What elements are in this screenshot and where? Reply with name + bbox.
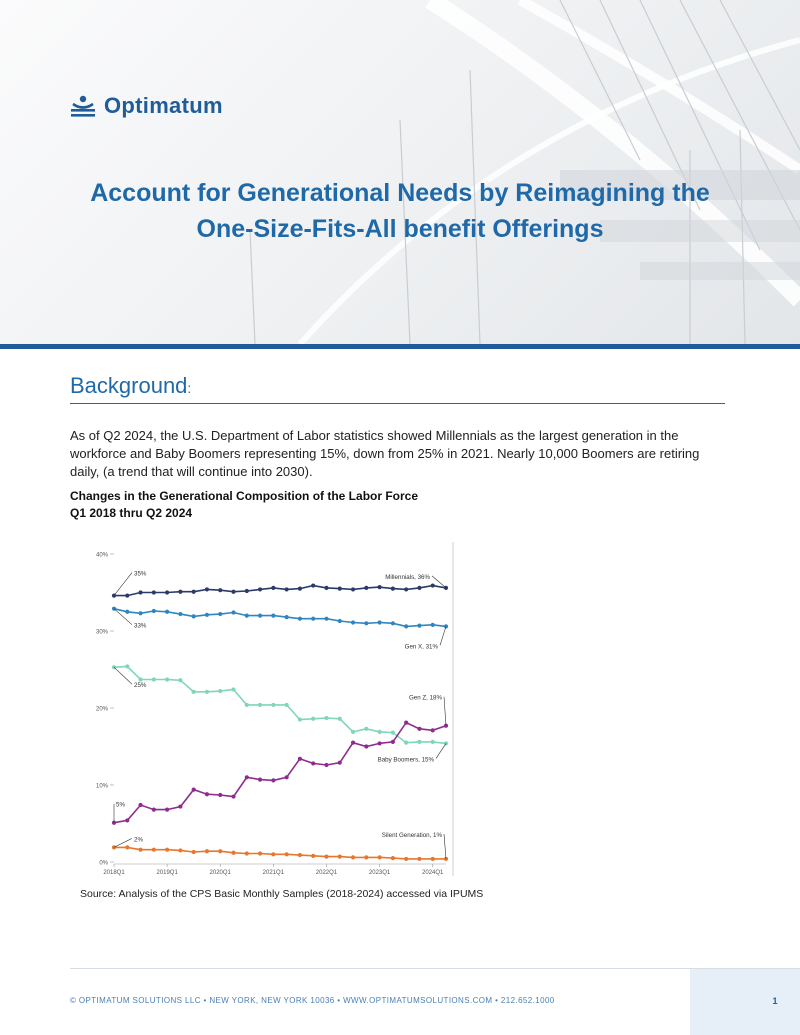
silent-end-leader-line [444, 834, 446, 859]
gen-x-data-point [245, 614, 249, 618]
silent-generation-data-point [338, 855, 342, 859]
x-tick-label: 2019Q1 [156, 870, 178, 876]
silent-generation-data-point [258, 851, 262, 855]
gen-x-data-point [231, 610, 235, 614]
gen-x-data-point [391, 621, 395, 625]
paragraph-line-1: As of Q2 2024, the U.S. Department of Labor statistics showed Millennials as the largest generation in the [70, 428, 679, 443]
x-tick-label: 2024Q1 [422, 870, 444, 876]
hero-divider [0, 344, 800, 349]
gen-z-data-point [431, 728, 435, 732]
millennials-end-label: Millennials, 36% [385, 573, 430, 581]
baby-boomers-data-point [152, 677, 156, 681]
page-number-box [690, 969, 800, 1035]
silent-generation-series-line [114, 847, 446, 859]
source-note: Source: Analysis of the CPS Basic Monthly Samples (2018-2024) accessed via IPUMS [80, 888, 484, 900]
millennials-data-point [431, 583, 435, 587]
millennials-start-leader-line [114, 573, 132, 596]
baby-boomers-data-point [205, 690, 209, 694]
gen-x-data-point [258, 614, 262, 618]
gen-z-data-point [324, 763, 328, 767]
silent-generation-data-point [417, 857, 421, 861]
y-tick-label: 10% [95, 783, 108, 790]
gen-x-data-point [152, 609, 156, 613]
footer-contact: © OPTIMATUM SOLUTIONS LLC • NEW YORK, NEW YORK 10036 • WWW.OPTIMATUMSOLUTIONS.COM • 212.652.1000 [70, 996, 555, 1005]
silent-generation-data-point [431, 857, 435, 861]
x-tick-label: 2022Q1 [315, 870, 338, 876]
line-chart-svg [74, 540, 454, 878]
silent-generation-data-point [271, 852, 275, 856]
brand-name: Optimatum [104, 93, 223, 118]
silent-generation-data-point [364, 855, 368, 859]
millennials-data-point [298, 587, 302, 591]
x-tick-label: 2020Q1 [209, 870, 231, 876]
y-tick-label: 30% [95, 629, 108, 636]
millennials-data-point [205, 587, 209, 591]
optimatum-logo-icon [70, 95, 96, 117]
gen-z-data-point [258, 778, 262, 782]
baby-boomers-data-point [165, 677, 169, 681]
baby-boomers-series-line [114, 666, 446, 743]
millennials-data-point [152, 590, 156, 594]
baby-boomers-data-point [125, 664, 129, 668]
gen-z-data-point [351, 741, 355, 745]
gen-x-data-point [378, 620, 382, 624]
gen-x-data-point [178, 612, 182, 616]
silent-generation-data-point [138, 848, 142, 852]
x-tick-label: 2021Q1 [262, 870, 285, 876]
gen-x-data-point [138, 611, 142, 615]
millennials-data-point [258, 587, 262, 591]
millennials-data-point [351, 587, 355, 591]
silent-generation-data-point [125, 845, 129, 849]
gen-x-data-point [205, 613, 209, 617]
page-title [40, 175, 760, 247]
gen-z-data-point [138, 803, 142, 807]
baby-boomers-data-point [391, 731, 395, 735]
gen-z-data-point [285, 775, 289, 779]
baby-boomers-data-point [404, 741, 408, 745]
millennials-data-point [245, 589, 249, 593]
genz-end-leader-line [444, 697, 446, 726]
gen-z-data-point [404, 721, 408, 725]
baby-boomers-data-point [245, 703, 249, 707]
architectural-background-image [0, 0, 800, 344]
millennials-data-point [178, 590, 182, 594]
baby-boomers-data-point [311, 717, 315, 721]
baby-boomers-data-point [364, 727, 368, 731]
millennials-data-point [165, 590, 169, 594]
baby-boomers-data-point [298, 717, 302, 721]
section-heading-background [70, 373, 725, 404]
gen-z-data-point [311, 761, 315, 765]
millennials-data-point [218, 588, 222, 592]
gen-x-data-point [298, 617, 302, 621]
paragraph-line-2: workforce and Baby Boomers representing 15%, down from 25% in 2021. Nearly 10,000 Boomers are retiring [70, 446, 700, 461]
silent-generation-data-point [391, 856, 395, 860]
genx-start-label: 33% [134, 622, 147, 630]
gen-z-data-point [178, 804, 182, 808]
x-tick-label: 2023Q1 [368, 870, 391, 876]
silent-generation-data-point [378, 855, 382, 859]
paragraph-line-3: daily, (a trend that will continue into 2030). [70, 464, 313, 479]
gen-x-data-point [338, 619, 342, 623]
silent-start-leader-line [114, 838, 132, 847]
gen-x-data-point [417, 624, 421, 628]
generational-composition-chart [74, 540, 454, 878]
silent-generation-data-point [218, 849, 222, 853]
boomers-end-leader-line [436, 743, 446, 758]
silent-end-label: Silent Generation, 1% [381, 831, 442, 839]
genx-end-label: Gen X, 31% [404, 643, 438, 651]
y-tick-label: 40% [95, 552, 108, 559]
boomers-start-label: 25% [134, 682, 147, 690]
gen-x-data-point [364, 621, 368, 625]
millennials-start-label: 35% [134, 570, 147, 578]
baby-boomers-data-point [192, 690, 196, 694]
section-heading-colon: : [187, 380, 192, 396]
gen-z-data-point [125, 818, 129, 822]
baby-boomers-data-point [258, 703, 262, 707]
page-number: 1 [772, 996, 778, 1006]
gen-z-data-point [165, 808, 169, 812]
gen-x-data-point [125, 610, 129, 614]
millennials-data-point [324, 586, 328, 590]
baby-boomers-data-point [138, 677, 142, 681]
gen-z-data-point [338, 761, 342, 765]
genz-start-label: 5% [116, 801, 125, 809]
millennials-data-point [391, 587, 395, 591]
genx-end-leader-line [440, 626, 446, 645]
baby-boomers-data-point [431, 740, 435, 744]
gen-z-data-point [152, 808, 156, 812]
baby-boomers-data-point [271, 703, 275, 707]
millennials-data-point [378, 585, 382, 589]
gen-x-data-point [271, 614, 275, 618]
silent-generation-data-point [404, 857, 408, 861]
y-tick-label: 0% [99, 860, 108, 867]
x-tick-label: 2018Q1 [103, 870, 125, 876]
baby-boomers-data-point [351, 730, 355, 734]
silent-generation-data-point [231, 851, 235, 855]
chart-caption [70, 488, 418, 522]
millennials-data-point [125, 593, 129, 597]
silent-generation-data-point [351, 855, 355, 859]
baby-boomers-data-point [324, 716, 328, 720]
boomers-start-leader-line [114, 667, 132, 684]
silent-generation-data-point [152, 848, 156, 852]
gen-z-data-point [378, 741, 382, 745]
gen-x-data-point [165, 610, 169, 614]
gen-x-data-point [218, 612, 222, 616]
gen-x-data-point [285, 615, 289, 619]
gen-z-data-point [417, 727, 421, 731]
gen-z-data-point [245, 775, 249, 779]
gen-z-data-point [391, 740, 395, 744]
gen-z-data-point [218, 793, 222, 797]
gen-x-data-point [311, 617, 315, 621]
millennials-data-point [138, 590, 142, 594]
title-line-2: One-Size-Fits-All benefit Offerings [196, 215, 604, 243]
genz-end-label: Gen Z, 18% [408, 694, 442, 702]
gen-x-data-point [324, 617, 328, 621]
baby-boomers-data-point [378, 730, 382, 734]
silent-generation-data-point [245, 851, 249, 855]
gen-x-data-point [351, 620, 355, 624]
title-line-1: Account for Generational Needs by Reimagining the [90, 179, 710, 207]
millennials-series-line [114, 586, 446, 596]
silent-start-label: 2% [134, 836, 143, 844]
baby-boomers-data-point [285, 703, 289, 707]
baby-boomers-data-point [417, 740, 421, 744]
boomers-end-label: Baby Boomers, 15% [377, 756, 434, 764]
gen-z-data-point [192, 788, 196, 792]
baby-boomers-data-point [231, 687, 235, 691]
baby-boomers-data-point [338, 717, 342, 721]
silent-generation-data-point [192, 850, 196, 854]
millennials-data-point [192, 590, 196, 594]
gen-x-data-point [431, 623, 435, 627]
millennials-data-point [285, 587, 289, 591]
millennials-data-point [311, 583, 315, 587]
gen-z-series-line [114, 723, 446, 823]
baby-boomers-data-point [218, 689, 222, 693]
millennials-data-point [271, 586, 275, 590]
millennials-data-point [338, 587, 342, 591]
section-heading-text: Background [70, 373, 188, 398]
chart-caption-line-1: Changes in the Generational Composition of the Labor Force [70, 489, 419, 503]
gen-z-data-point [271, 778, 275, 782]
hero-banner [0, 0, 800, 344]
gen-z-data-point [364, 744, 368, 748]
baby-boomers-data-point [178, 678, 182, 682]
gen-z-data-point [205, 792, 209, 796]
silent-generation-data-point [285, 852, 289, 856]
silent-generation-data-point [324, 855, 328, 859]
gen-x-series-line [114, 609, 446, 627]
millennials-data-point [231, 590, 235, 594]
gen-z-data-point [298, 757, 302, 761]
millennials-data-point [417, 586, 421, 590]
brand-logo[interactable] [70, 93, 223, 119]
silent-generation-data-point [205, 849, 209, 853]
millennials-data-point [364, 586, 368, 590]
background-paragraph [70, 427, 730, 481]
silent-generation-data-point [298, 853, 302, 857]
gen-x-data-point [404, 624, 408, 628]
y-tick-label: 20% [95, 706, 108, 713]
silent-generation-data-point [311, 854, 315, 858]
silent-generation-data-point [178, 848, 182, 852]
gen-z-data-point [231, 794, 235, 798]
millennials-data-point [404, 587, 408, 591]
silent-generation-data-point [165, 848, 169, 852]
chart-caption-line-2: Q1 2018 thru Q2 2024 [70, 506, 193, 520]
gen-x-data-point [192, 614, 196, 618]
